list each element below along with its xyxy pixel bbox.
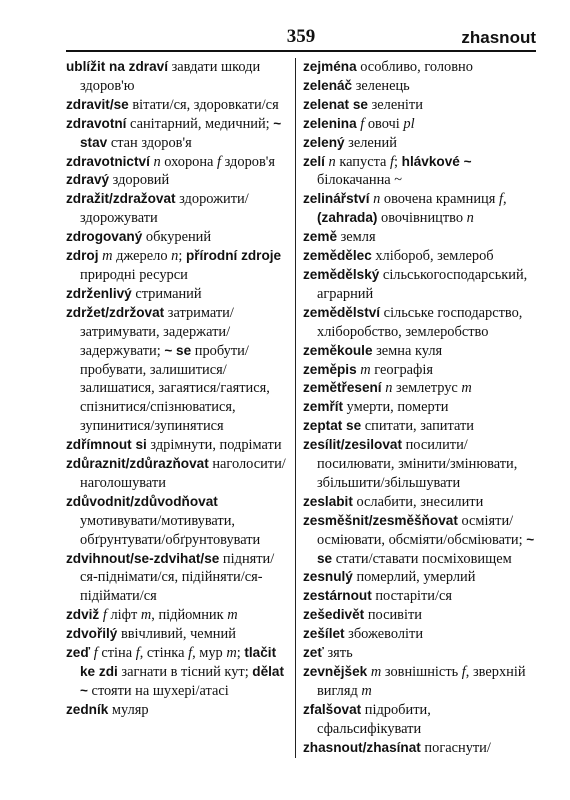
entry-translation: особливо, головно — [356, 59, 473, 75]
entry-headword: zeť — [303, 645, 324, 661]
entry-headword: zelenat se — [303, 96, 368, 112]
entry-translation: стан здоров'я — [107, 134, 192, 151]
entry-grammar-label: m — [360, 361, 371, 378]
entry-headword: zemětřesení — [303, 380, 382, 396]
entry-translation: , мур — [192, 645, 227, 662]
dictionary-entry — [303, 625, 535, 644]
entry-headword: zdravit/se — [66, 96, 129, 112]
entry-headword: zdrženlivý — [66, 285, 132, 301]
entry-headword: zemědělec — [303, 248, 372, 264]
dictionary-entry — [303, 701, 535, 739]
dictionary-entry — [303, 115, 535, 134]
entry-grammar-label: n — [385, 380, 393, 397]
dictionary-entry — [66, 550, 291, 607]
dictionary-entry — [66, 171, 291, 190]
entry-grammar-label: n — [373, 191, 381, 208]
entry-headword: zdržet/zdržovat — [66, 304, 165, 320]
entry-phrase: ~ se — [164, 342, 192, 358]
dictionary-entry — [66, 247, 291, 285]
entry-headword: zemřít — [303, 399, 344, 415]
entry-grammar-label: f — [188, 645, 193, 662]
entry-phrase: ~ stav — [80, 115, 282, 150]
dictionary-entry — [66, 701, 291, 720]
entry-translation: , підйомник — [151, 607, 228, 624]
entry-headword: zemědělství — [303, 304, 381, 320]
entry-translation: осміяти/осміювати, обсміяти/обсміювати; — [317, 512, 527, 548]
entry-grammar-label: n — [171, 248, 179, 265]
column-divider — [295, 58, 296, 758]
entry-translation: збожеволіти — [344, 626, 424, 643]
entry-headword: zdvihnout/se-zdvihat/se — [66, 550, 220, 566]
entry-translation: зовнішність — [381, 664, 462, 680]
entry-grammar-label: n — [153, 153, 161, 170]
dictionary-entry — [66, 493, 291, 550]
dictionary-entry — [303, 398, 535, 417]
entry-translation: природні ресурси — [80, 266, 188, 283]
entry-headword: zesnulý — [303, 569, 353, 585]
entry-headword: zemědělský — [303, 266, 380, 282]
entry-grammar-label: f — [93, 645, 98, 662]
entry-translation: ; — [236, 645, 245, 662]
dictionary-entry — [303, 134, 535, 153]
entry-translation: постаріти/ся — [371, 588, 453, 605]
entry-grammar-label: f — [217, 153, 222, 170]
dictionary-entry — [303, 663, 535, 701]
entry-translation: зелений — [344, 134, 397, 151]
entry-grammar-label: f — [102, 607, 107, 624]
dictionary-entry — [303, 96, 535, 115]
dictionary-entry — [66, 606, 291, 625]
dictionary-entry — [66, 153, 291, 172]
dictionary-entry — [66, 304, 291, 436]
entry-headword: ublížit na zdraví — [66, 59, 168, 74]
dictionary-entry — [303, 342, 535, 361]
entry-translation: ввічливий, чемний — [117, 626, 236, 643]
dictionary-entry — [303, 644, 535, 663]
entry-grammar-label: m — [226, 645, 237, 662]
dictionary-entry — [66, 644, 291, 701]
entry-grammar-label: m — [227, 607, 238, 624]
entry-grammar-label: m — [102, 248, 113, 265]
entry-translation: зеленець — [352, 77, 410, 94]
entry-translation: ; — [394, 153, 402, 170]
entry-translation: географія — [370, 361, 433, 378]
entry-translation: муляр — [108, 701, 149, 718]
dictionary-entry — [66, 115, 291, 153]
dictionary-entry — [303, 436, 535, 493]
entry-grammar-label: pl — [403, 115, 415, 132]
entry-translation: ліфт — [106, 607, 141, 624]
entry-headword: zeď — [66, 645, 91, 661]
entry-translation: ослабити, знесилити — [352, 493, 484, 510]
entry-grammar-label: f — [390, 153, 395, 170]
entry-translation: завдати шкоди здоров'ю — [80, 59, 261, 94]
entry-translation: вітати/ся, здоровкати/ся — [128, 96, 279, 113]
entry-translation: загнати в тісний кут; — [117, 664, 253, 680]
entry-translation: погаснути/ — [420, 739, 491, 756]
left-column — [66, 58, 291, 720]
entry-translation: здоровий — [109, 172, 170, 189]
entry-translation: померлий, умерлий — [352, 569, 476, 586]
entry-headword: zelenina — [303, 115, 357, 131]
entry-translation: земля — [337, 229, 376, 246]
entry-headword: zelený — [303, 134, 345, 150]
entry-headword: zelenáč — [303, 77, 353, 93]
entry-translation: землетрус — [392, 380, 462, 397]
entry-translation: білокачанна ~ — [317, 172, 403, 189]
dictionary-entry — [66, 625, 291, 644]
entry-grammar-label: f — [135, 645, 140, 662]
entry-translation: стіна — [97, 645, 136, 662]
entry-headword: zfalšovat — [303, 701, 362, 717]
dictionary-entry — [66, 228, 291, 247]
entry-translation: джерело — [112, 248, 172, 265]
entry-translation: охорона — [160, 153, 218, 170]
entry-headword: zeslabit — [303, 493, 353, 509]
dictionary-entry — [303, 417, 535, 436]
entry-translation: підняти/ся-піднімати/ся, підійняти/ся-підіймати/ся — [80, 550, 275, 605]
entry-headword: zelí — [303, 153, 325, 169]
dictionary-entry — [303, 568, 535, 587]
dictionary-entry — [303, 247, 535, 266]
entry-headword: zdvořilý — [66, 626, 118, 642]
entry-translation: пробути/пробувати, залишитися/залишатися, загаятися/гаятися, спізнитися/спізнюватися, зупинитися/зупинятися — [80, 342, 270, 435]
entry-translation: сільськогосподарський, аграрний — [317, 266, 528, 302]
entry-headword: zdrogovaný — [66, 229, 143, 245]
entry-phrase: tlačit ke zdi — [80, 645, 277, 679]
entry-translation: капуста — [335, 153, 391, 170]
entry-headword: zdůvodnit/zdůvodňovat — [66, 493, 218, 509]
entry-translation: овочі — [364, 115, 404, 132]
entry-grammar-label: f — [498, 191, 503, 208]
entry-headword: zdražit/zdražovat — [66, 191, 176, 207]
dictionary-entry — [303, 153, 535, 191]
entry-grammar-label: n — [466, 210, 474, 227]
entry-translation: , — [502, 191, 507, 208]
dictionary-entry — [303, 58, 535, 77]
entry-headword: zeměkoule — [303, 342, 373, 358]
entry-phrase: dělat ~ — [80, 664, 285, 698]
entry-headword: zestárnout — [303, 588, 372, 604]
entry-phrase: (zahrada) — [317, 210, 378, 226]
page-number: 359 — [286, 26, 316, 47]
entry-translation: посивіти — [364, 607, 422, 624]
dictionary-entry — [303, 190, 535, 228]
entry-grammar-label: m — [461, 380, 472, 397]
dictionary-entry — [303, 228, 535, 247]
entry-translation: посилити/посилювати, змінити/змінювати, збільшити/збільшувати — [317, 437, 518, 491]
entry-headword: země — [303, 229, 338, 245]
entry-translation: здоров'я — [221, 153, 275, 170]
dictionary-entry — [303, 493, 535, 512]
entry-translation: здрімнути, подрімати — [146, 437, 282, 454]
entry-translation: хлібороб, землероб — [371, 248, 494, 265]
entry-translation: овочівництво — [377, 210, 467, 227]
entry-headword: zeměpis — [303, 361, 357, 377]
entry-translation: зять — [323, 645, 353, 662]
entry-translation: умотивувати/мотивувати, обґрунтувати/обґрунтовувати — [80, 512, 261, 548]
guide-word: zhasnout — [461, 28, 536, 47]
header-rule — [66, 50, 536, 52]
entry-headword: zdravotnictví — [66, 153, 150, 169]
entry-grammar-label: n — [328, 153, 336, 170]
entry-headword: zešílet — [303, 626, 345, 642]
entry-headword: zhasnout/zhasínat — [303, 739, 421, 755]
entry-translation: стати/ставати посміховищем — [332, 550, 512, 567]
entry-translation: , стінка — [139, 645, 189, 662]
entry-translation: стояти на шухері/атасі — [87, 682, 229, 699]
entry-headword: zdřímnout si — [66, 437, 147, 453]
dictionary-entry — [303, 266, 535, 304]
entry-phrase: přírodní zdroje — [185, 248, 282, 264]
entry-translation: здорожити/здорожувати — [80, 191, 249, 227]
entry-headword: zdravý — [66, 172, 110, 188]
entry-translation: сільське господарство, хліборобство, землеробство — [317, 304, 523, 340]
dictionary-entry — [303, 304, 535, 342]
entry-translation: обкурений — [142, 229, 212, 246]
entry-translation: зеленіти — [367, 96, 423, 113]
entry-headword: zdravotní — [66, 115, 127, 131]
entry-translation: умерти, померти — [343, 399, 449, 416]
entry-headword: zelinářství — [303, 191, 370, 207]
entry-translation: стриманий — [131, 285, 202, 302]
entry-headword: zevnějšek — [303, 664, 368, 679]
dictionary-entry — [66, 58, 291, 96]
entry-grammar-label: f — [360, 115, 365, 132]
entry-grammar-label: m — [140, 607, 152, 624]
entry-headword: zdviž — [66, 607, 100, 623]
entry-translation: , зверхній вигляд — [317, 664, 526, 699]
dictionary-entry — [303, 739, 535, 758]
entry-headword: zesměšnit/zesměšňovat — [303, 512, 458, 528]
entry-headword: zdůraznit/zdůrazňovat — [66, 456, 209, 472]
dictionary-entry — [66, 455, 291, 493]
dictionary-entry — [66, 436, 291, 455]
dictionary-entry — [66, 285, 291, 304]
entry-headword: zejména — [303, 59, 357, 74]
entry-grammar-label: m — [370, 664, 382, 680]
entry-headword: zesílit/zesilovat — [303, 437, 402, 453]
dictionary-entry — [303, 361, 535, 380]
entry-translation: підробити, сфальсифікувати — [317, 701, 431, 737]
right-column — [303, 58, 535, 758]
entry-headword: zedník — [66, 701, 109, 717]
entry-grammar-label: f — [461, 664, 466, 680]
entry-translation: ; — [178, 248, 186, 265]
entry-translation: затримати/затримувати, задержати/задержувати; — [80, 304, 234, 359]
entry-translation: санітарний, медичний; — [126, 115, 274, 132]
dictionary-entry — [303, 77, 535, 96]
entry-translation: земна куля — [372, 342, 443, 359]
entry-translation: наголосити/наголошувати — [80, 456, 286, 491]
dictionary-entry — [303, 512, 535, 569]
entry-translation: спитати, запитати — [361, 418, 474, 435]
dictionary-entry — [66, 190, 291, 228]
entry-phrase: hlávkové ~ — [401, 153, 472, 169]
entry-translation: овочена крамниця — [380, 191, 499, 208]
dictionary-entry — [66, 96, 291, 115]
dictionary-entry — [303, 606, 535, 625]
dictionary-entry — [303, 379, 535, 398]
entry-grammar-label: m — [361, 682, 372, 699]
entry-headword: zeptat se — [303, 418, 362, 434]
entry-headword: zdroj — [66, 248, 99, 264]
entry-headword: zešedivět — [303, 607, 365, 623]
dictionary-entry — [303, 587, 535, 606]
entry-phrase: ~ se — [317, 531, 535, 566]
